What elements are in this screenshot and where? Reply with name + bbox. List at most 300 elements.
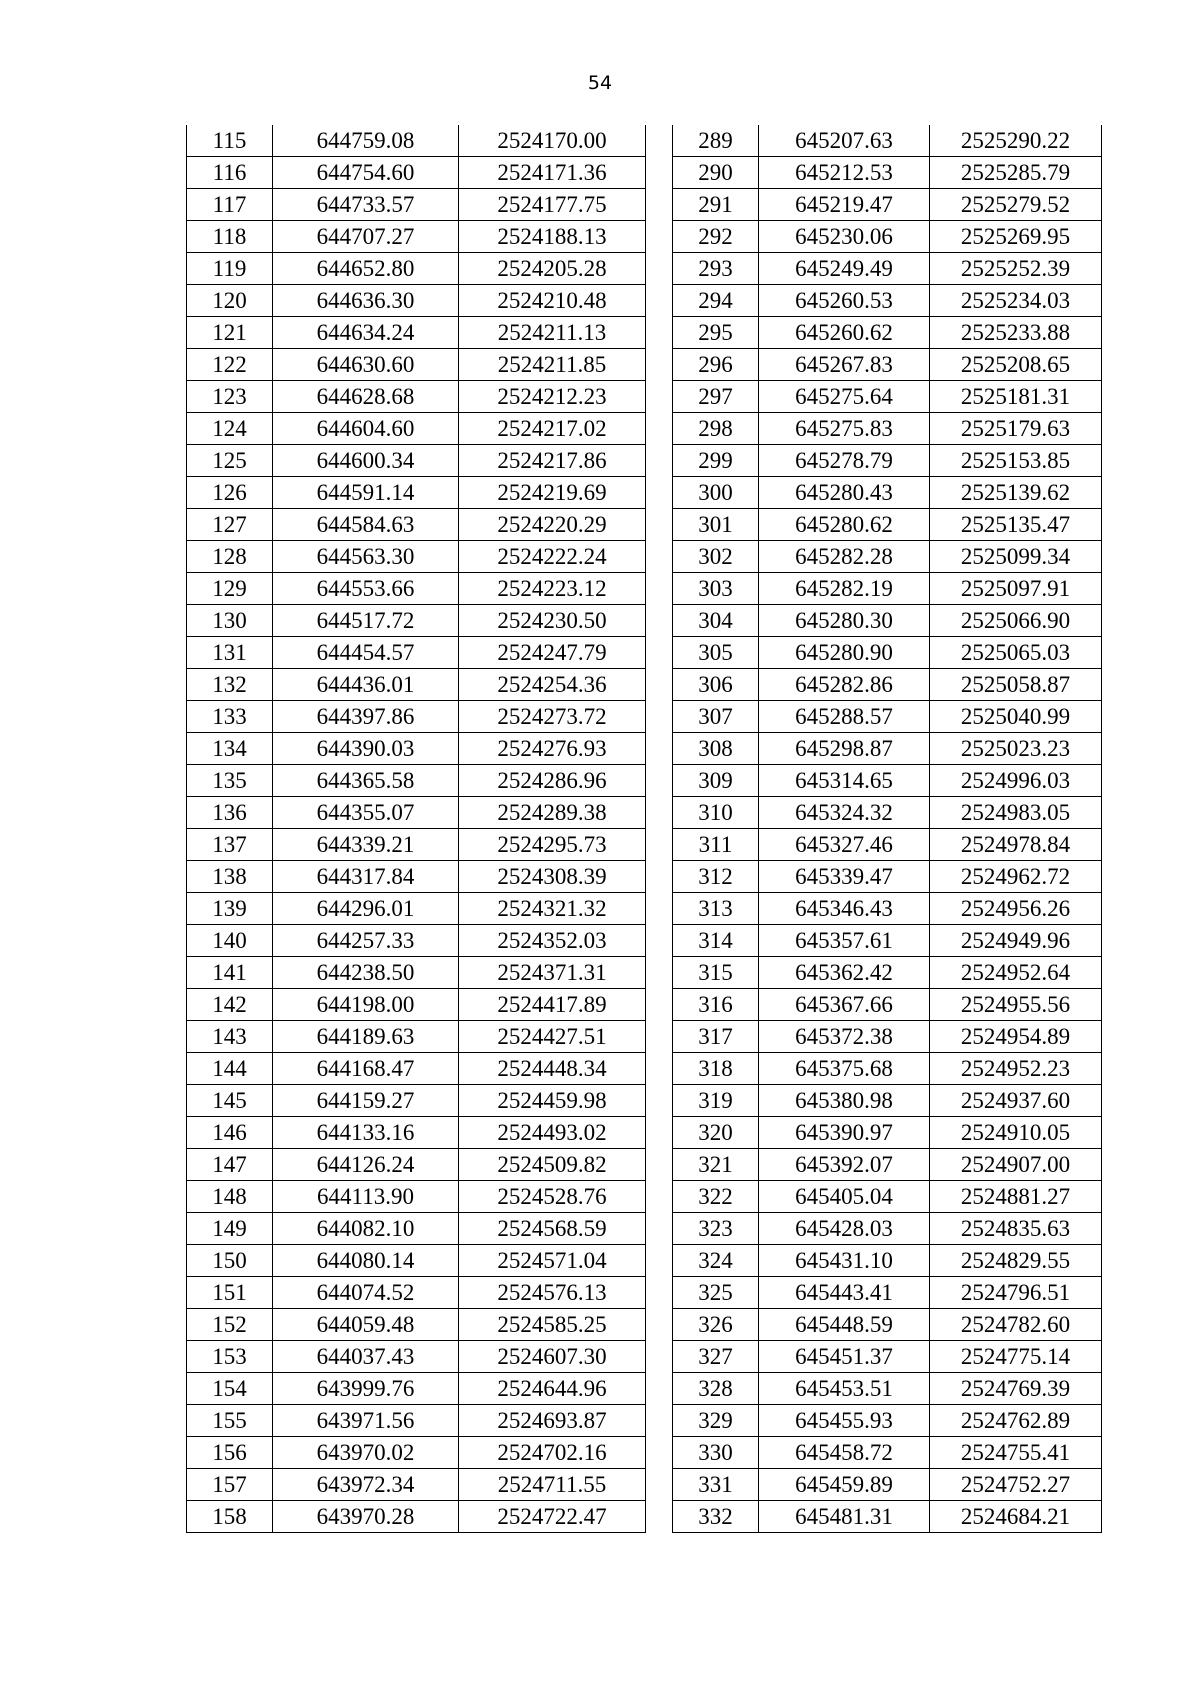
- point-id-cell: 299: [673, 445, 759, 477]
- table-row: [187, 477, 646, 509]
- y-coordinate-cell: 2525066.90: [930, 605, 1102, 637]
- x-coordinate-cell: 644082.10: [273, 1213, 459, 1245]
- point-id-cell: 319: [673, 1085, 759, 1117]
- table-row: [187, 733, 646, 765]
- point-id-cell: 291: [673, 189, 759, 221]
- x-coordinate-cell: 645451.37: [759, 1341, 930, 1373]
- point-id-cell: 317: [673, 1021, 759, 1053]
- x-coordinate-cell: 645431.10: [759, 1245, 930, 1277]
- y-coordinate-cell: 2524230.50: [459, 605, 646, 637]
- table-row: [673, 221, 1102, 253]
- x-coordinate-cell: 645207.63: [759, 125, 930, 157]
- y-coordinate-cell: 2525181.31: [930, 381, 1102, 413]
- table-row: [673, 1469, 1102, 1501]
- point-id-cell: 137: [187, 829, 273, 861]
- y-coordinate-cell: 2525097.91: [930, 573, 1102, 605]
- table-row: [673, 1149, 1102, 1181]
- x-coordinate-cell: 645314.65: [759, 765, 930, 797]
- point-id-cell: 145: [187, 1085, 273, 1117]
- x-coordinate-cell: 644733.57: [273, 189, 459, 221]
- point-id-cell: 302: [673, 541, 759, 573]
- y-coordinate-cell: 2524835.63: [930, 1213, 1102, 1245]
- point-id-cell: 156: [187, 1437, 273, 1469]
- x-coordinate-cell: 644652.80: [273, 253, 459, 285]
- y-coordinate-cell: 2524171.36: [459, 157, 646, 189]
- point-id-cell: 126: [187, 477, 273, 509]
- table-row: [673, 1053, 1102, 1085]
- x-coordinate-cell: 645288.57: [759, 701, 930, 733]
- y-coordinate-cell: 2525233.88: [930, 317, 1102, 349]
- table-row: [673, 541, 1102, 573]
- x-coordinate-cell: 644759.08: [273, 125, 459, 157]
- x-coordinate-cell: 645280.43: [759, 477, 930, 509]
- table-row: [673, 157, 1102, 189]
- y-coordinate-cell: 2524308.39: [459, 861, 646, 893]
- y-coordinate-cell: 2524188.13: [459, 221, 646, 253]
- point-id-cell: 129: [187, 573, 273, 605]
- x-coordinate-cell: 644189.63: [273, 1021, 459, 1053]
- y-coordinate-cell: 2524576.13: [459, 1277, 646, 1309]
- x-coordinate-cell: 645327.46: [759, 829, 930, 861]
- table-row: [673, 669, 1102, 701]
- x-coordinate-cell: 645362.42: [759, 957, 930, 989]
- x-coordinate-cell: 644390.03: [273, 733, 459, 765]
- y-coordinate-cell: 2524907.00: [930, 1149, 1102, 1181]
- x-coordinate-cell: 644628.68: [273, 381, 459, 413]
- y-coordinate-cell: 2525040.99: [930, 701, 1102, 733]
- point-id-cell: 296: [673, 349, 759, 381]
- x-coordinate-cell: 645380.98: [759, 1085, 930, 1117]
- point-id-cell: 140: [187, 925, 273, 957]
- table-row: [187, 765, 646, 797]
- x-coordinate-cell: 644238.50: [273, 957, 459, 989]
- x-coordinate-cell: 645392.07: [759, 1149, 930, 1181]
- table-row: [187, 1469, 646, 1501]
- y-coordinate-cell: 2524211.13: [459, 317, 646, 349]
- table-row: [673, 445, 1102, 477]
- x-coordinate-cell: 644355.07: [273, 797, 459, 829]
- y-coordinate-cell: 2524983.05: [930, 797, 1102, 829]
- x-coordinate-cell: 645453.51: [759, 1373, 930, 1405]
- point-id-cell: 123: [187, 381, 273, 413]
- point-id-cell: 133: [187, 701, 273, 733]
- y-coordinate-cell: 2524585.25: [459, 1309, 646, 1341]
- y-coordinate-cell: 2524769.39: [930, 1373, 1102, 1405]
- table-row: [187, 1117, 646, 1149]
- x-coordinate-cell: 645260.53: [759, 285, 930, 317]
- point-id-cell: 321: [673, 1149, 759, 1181]
- point-id-cell: 303: [673, 573, 759, 605]
- coordinate-table-left-body: [187, 125, 646, 1533]
- point-id-cell: 327: [673, 1341, 759, 1373]
- coordinate-table-right-body: [673, 125, 1102, 1533]
- y-coordinate-cell: 2524509.82: [459, 1149, 646, 1181]
- point-id-cell: 300: [673, 477, 759, 509]
- point-id-cell: 329: [673, 1405, 759, 1437]
- x-coordinate-cell: 644707.27: [273, 221, 459, 253]
- point-id-cell: 290: [673, 157, 759, 189]
- y-coordinate-cell: 2524956.26: [930, 893, 1102, 925]
- x-coordinate-cell: 645375.68: [759, 1053, 930, 1085]
- y-coordinate-cell: 2524996.03: [930, 765, 1102, 797]
- table-row: [673, 285, 1102, 317]
- x-coordinate-cell: 644591.14: [273, 477, 459, 509]
- point-id-cell: 130: [187, 605, 273, 637]
- point-id-cell: 294: [673, 285, 759, 317]
- table-row: [187, 413, 646, 445]
- y-coordinate-cell: 2524607.30: [459, 1341, 646, 1373]
- coordinate-table-right: [672, 125, 1102, 1533]
- point-id-cell: 149: [187, 1213, 273, 1245]
- y-coordinate-cell: 2524962.72: [930, 861, 1102, 893]
- table-row: [673, 829, 1102, 861]
- x-coordinate-cell: 643999.76: [273, 1373, 459, 1405]
- point-id-cell: 125: [187, 445, 273, 477]
- point-id-cell: 320: [673, 1117, 759, 1149]
- point-id-cell: 309: [673, 765, 759, 797]
- page-number: 54: [587, 72, 613, 94]
- y-coordinate-cell: 2524722.47: [459, 1501, 646, 1533]
- table-row: [673, 957, 1102, 989]
- y-coordinate-cell: 2524493.02: [459, 1117, 646, 1149]
- y-coordinate-cell: 2525279.52: [930, 189, 1102, 221]
- point-id-cell: 121: [187, 317, 273, 349]
- table-row: [187, 381, 646, 413]
- x-coordinate-cell: 644133.16: [273, 1117, 459, 1149]
- y-coordinate-cell: 2524693.87: [459, 1405, 646, 1437]
- x-coordinate-cell: 644553.66: [273, 573, 459, 605]
- table-row: [673, 1405, 1102, 1437]
- y-coordinate-cell: 2524954.89: [930, 1021, 1102, 1053]
- point-id-cell: 304: [673, 605, 759, 637]
- x-coordinate-cell: 645455.93: [759, 1405, 930, 1437]
- table-row: [187, 701, 646, 733]
- table-row: [187, 1341, 646, 1373]
- point-id-cell: 127: [187, 509, 273, 541]
- table-row: [673, 1213, 1102, 1245]
- x-coordinate-cell: 644630.60: [273, 349, 459, 381]
- y-coordinate-cell: 2524217.02: [459, 413, 646, 445]
- table-row: [673, 189, 1102, 221]
- point-id-cell: 116: [187, 157, 273, 189]
- table-row: [187, 1405, 646, 1437]
- table-row: [187, 541, 646, 573]
- x-coordinate-cell: 645372.38: [759, 1021, 930, 1053]
- y-coordinate-cell: 2524937.60: [930, 1085, 1102, 1117]
- table-row: [187, 893, 646, 925]
- x-coordinate-cell: 644113.90: [273, 1181, 459, 1213]
- point-id-cell: 150: [187, 1245, 273, 1277]
- table-row: [187, 349, 646, 381]
- point-id-cell: 132: [187, 669, 273, 701]
- x-coordinate-cell: 645282.28: [759, 541, 930, 573]
- table-row: [673, 1245, 1102, 1277]
- x-coordinate-cell: 644126.24: [273, 1149, 459, 1181]
- table-row: [673, 733, 1102, 765]
- point-id-cell: 330: [673, 1437, 759, 1469]
- point-id-cell: 157: [187, 1469, 273, 1501]
- point-id-cell: 119: [187, 253, 273, 285]
- y-coordinate-cell: 2524371.31: [459, 957, 646, 989]
- x-coordinate-cell: 645230.06: [759, 221, 930, 253]
- point-id-cell: 117: [187, 189, 273, 221]
- table-row: [673, 253, 1102, 285]
- point-id-cell: 308: [673, 733, 759, 765]
- x-coordinate-cell: 645275.64: [759, 381, 930, 413]
- y-coordinate-cell: 2524427.51: [459, 1021, 646, 1053]
- x-coordinate-cell: 645458.72: [759, 1437, 930, 1469]
- x-coordinate-cell: 645267.83: [759, 349, 930, 381]
- x-coordinate-cell: 644080.14: [273, 1245, 459, 1277]
- y-coordinate-cell: 2524254.36: [459, 669, 646, 701]
- x-coordinate-cell: 645367.66: [759, 989, 930, 1021]
- y-coordinate-cell: 2524949.96: [930, 925, 1102, 957]
- point-id-cell: 323: [673, 1213, 759, 1245]
- table-row: [187, 1501, 646, 1533]
- table-row: [187, 637, 646, 669]
- table-row: [673, 925, 1102, 957]
- y-coordinate-cell: 2524752.27: [930, 1469, 1102, 1501]
- point-id-cell: 143: [187, 1021, 273, 1053]
- y-coordinate-cell: 2524205.28: [459, 253, 646, 285]
- x-coordinate-cell: 644634.24: [273, 317, 459, 349]
- point-id-cell: 328: [673, 1373, 759, 1405]
- table-row: [673, 125, 1102, 157]
- point-id-cell: 310: [673, 797, 759, 829]
- y-coordinate-cell: 2524223.12: [459, 573, 646, 605]
- x-coordinate-cell: 645298.87: [759, 733, 930, 765]
- table-row: [673, 1181, 1102, 1213]
- point-id-cell: 293: [673, 253, 759, 285]
- y-coordinate-cell: 2524684.21: [930, 1501, 1102, 1533]
- point-id-cell: 154: [187, 1373, 273, 1405]
- table-row: [673, 349, 1102, 381]
- x-coordinate-cell: 645346.43: [759, 893, 930, 925]
- table-row: [673, 605, 1102, 637]
- y-coordinate-cell: 2524289.38: [459, 797, 646, 829]
- y-coordinate-cell: 2524782.60: [930, 1309, 1102, 1341]
- table-row: [187, 221, 646, 253]
- y-coordinate-cell: 2524219.69: [459, 477, 646, 509]
- table-row: [187, 1149, 646, 1181]
- x-coordinate-cell: 645280.30: [759, 605, 930, 637]
- table-row: [187, 1309, 646, 1341]
- x-coordinate-cell: 644257.33: [273, 925, 459, 957]
- table-row: [673, 381, 1102, 413]
- x-coordinate-cell: 644600.34: [273, 445, 459, 477]
- coordinate-table-left: [186, 125, 646, 1533]
- x-coordinate-cell: 645448.59: [759, 1309, 930, 1341]
- x-coordinate-cell: 643972.34: [273, 1469, 459, 1501]
- y-coordinate-cell: 2524528.76: [459, 1181, 646, 1213]
- table-row: [673, 989, 1102, 1021]
- point-id-cell: 153: [187, 1341, 273, 1373]
- y-coordinate-cell: 2524273.72: [459, 701, 646, 733]
- point-id-cell: 128: [187, 541, 273, 573]
- table-row: [187, 669, 646, 701]
- x-coordinate-cell: 644604.60: [273, 413, 459, 445]
- point-id-cell: 155: [187, 1405, 273, 1437]
- x-coordinate-cell: 645260.62: [759, 317, 930, 349]
- point-id-cell: 146: [187, 1117, 273, 1149]
- table-row: [673, 413, 1102, 445]
- x-coordinate-cell: 645339.47: [759, 861, 930, 893]
- y-coordinate-cell: 2525285.79: [930, 157, 1102, 189]
- y-coordinate-cell: 2524276.93: [459, 733, 646, 765]
- y-coordinate-cell: 2524210.48: [459, 285, 646, 317]
- table-row: [673, 317, 1102, 349]
- x-coordinate-cell: 644159.27: [273, 1085, 459, 1117]
- table-row: [187, 1277, 646, 1309]
- table-row: [673, 1373, 1102, 1405]
- x-coordinate-cell: 645405.04: [759, 1181, 930, 1213]
- x-coordinate-cell: 645275.83: [759, 413, 930, 445]
- point-id-cell: 158: [187, 1501, 273, 1533]
- point-id-cell: 331: [673, 1469, 759, 1501]
- point-id-cell: 297: [673, 381, 759, 413]
- point-id-cell: 315: [673, 957, 759, 989]
- table-row: [673, 477, 1102, 509]
- y-coordinate-cell: 2525290.22: [930, 125, 1102, 157]
- y-coordinate-cell: 2524952.23: [930, 1053, 1102, 1085]
- table-row: [187, 1245, 646, 1277]
- table-row: [187, 861, 646, 893]
- x-coordinate-cell: 644074.52: [273, 1277, 459, 1309]
- y-coordinate-cell: 2524222.24: [459, 541, 646, 573]
- point-id-cell: 152: [187, 1309, 273, 1341]
- point-id-cell: 324: [673, 1245, 759, 1277]
- x-coordinate-cell: 644636.30: [273, 285, 459, 317]
- table-row: [187, 1373, 646, 1405]
- y-coordinate-cell: 2525153.85: [930, 445, 1102, 477]
- table-row: [673, 797, 1102, 829]
- point-id-cell: 151: [187, 1277, 273, 1309]
- table-row: [673, 1021, 1102, 1053]
- table-row: [187, 189, 646, 221]
- table-row: [187, 253, 646, 285]
- table-row: [187, 957, 646, 989]
- x-coordinate-cell: 645249.49: [759, 253, 930, 285]
- y-coordinate-cell: 2524978.84: [930, 829, 1102, 861]
- y-coordinate-cell: 2524217.86: [459, 445, 646, 477]
- y-coordinate-cell: 2524352.03: [459, 925, 646, 957]
- x-coordinate-cell: 644563.30: [273, 541, 459, 573]
- x-coordinate-cell: 645278.79: [759, 445, 930, 477]
- point-id-cell: 295: [673, 317, 759, 349]
- point-id-cell: 124: [187, 413, 273, 445]
- table-row: [187, 797, 646, 829]
- table-row: [187, 125, 646, 157]
- point-id-cell: 120: [187, 285, 273, 317]
- table-row: [187, 989, 646, 1021]
- y-coordinate-cell: 2524571.04: [459, 1245, 646, 1277]
- x-coordinate-cell: 645324.32: [759, 797, 930, 829]
- point-id-cell: 115: [187, 125, 273, 157]
- x-coordinate-cell: 645481.31: [759, 1501, 930, 1533]
- point-id-cell: 141: [187, 957, 273, 989]
- x-coordinate-cell: 643970.28: [273, 1501, 459, 1533]
- y-coordinate-cell: 2524762.89: [930, 1405, 1102, 1437]
- y-coordinate-cell: 2524170.00: [459, 125, 646, 157]
- point-id-cell: 136: [187, 797, 273, 829]
- y-coordinate-cell: 2525023.23: [930, 733, 1102, 765]
- y-coordinate-cell: 2524417.89: [459, 989, 646, 1021]
- y-coordinate-cell: 2524247.79: [459, 637, 646, 669]
- point-id-cell: 135: [187, 765, 273, 797]
- y-coordinate-cell: 2524702.16: [459, 1437, 646, 1469]
- x-coordinate-cell: 644198.00: [273, 989, 459, 1021]
- y-coordinate-cell: 2525099.34: [930, 541, 1102, 573]
- point-id-cell: 332: [673, 1501, 759, 1533]
- point-id-cell: 134: [187, 733, 273, 765]
- y-coordinate-cell: 2525058.87: [930, 669, 1102, 701]
- x-coordinate-cell: 644168.47: [273, 1053, 459, 1085]
- x-coordinate-cell: 645282.19: [759, 573, 930, 605]
- point-id-cell: 122: [187, 349, 273, 381]
- point-id-cell: 313: [673, 893, 759, 925]
- table-row: [673, 573, 1102, 605]
- point-id-cell: 142: [187, 989, 273, 1021]
- table-row: [187, 925, 646, 957]
- point-id-cell: 131: [187, 637, 273, 669]
- table-row: [187, 1213, 646, 1245]
- y-coordinate-cell: 2524644.96: [459, 1373, 646, 1405]
- x-coordinate-cell: 644754.60: [273, 157, 459, 189]
- x-coordinate-cell: 644037.43: [273, 1341, 459, 1373]
- table-row: [673, 1341, 1102, 1373]
- x-coordinate-cell: 644059.48: [273, 1309, 459, 1341]
- x-coordinate-cell: 645280.62: [759, 509, 930, 541]
- x-coordinate-cell: 645280.90: [759, 637, 930, 669]
- x-coordinate-cell: 645459.89: [759, 1469, 930, 1501]
- x-coordinate-cell: 645282.86: [759, 669, 930, 701]
- y-coordinate-cell: 2524755.41: [930, 1437, 1102, 1469]
- table-row: [673, 1117, 1102, 1149]
- x-coordinate-cell: 644317.84: [273, 861, 459, 893]
- y-coordinate-cell: 2524829.55: [930, 1245, 1102, 1277]
- x-coordinate-cell: 645212.53: [759, 157, 930, 189]
- y-coordinate-cell: 2524910.05: [930, 1117, 1102, 1149]
- table-row: [187, 285, 646, 317]
- y-coordinate-cell: 2524952.64: [930, 957, 1102, 989]
- x-coordinate-cell: 644365.58: [273, 765, 459, 797]
- table-row: [673, 765, 1102, 797]
- x-coordinate-cell: 644436.01: [273, 669, 459, 701]
- table-row: [673, 893, 1102, 925]
- x-coordinate-cell: 645428.03: [759, 1213, 930, 1245]
- x-coordinate-cell: 645219.47: [759, 189, 930, 221]
- x-coordinate-cell: 644339.21: [273, 829, 459, 861]
- point-id-cell: 312: [673, 861, 759, 893]
- point-id-cell: 305: [673, 637, 759, 669]
- point-id-cell: 307: [673, 701, 759, 733]
- y-coordinate-cell: 2524295.73: [459, 829, 646, 861]
- y-coordinate-cell: 2524448.34: [459, 1053, 646, 1085]
- point-id-cell: 139: [187, 893, 273, 925]
- y-coordinate-cell: 2524177.75: [459, 189, 646, 221]
- table-row: [187, 605, 646, 637]
- y-coordinate-cell: 2524796.51: [930, 1277, 1102, 1309]
- y-coordinate-cell: 2524775.14: [930, 1341, 1102, 1373]
- y-coordinate-cell: 2524211.85: [459, 349, 646, 381]
- y-coordinate-cell: 2524711.55: [459, 1469, 646, 1501]
- table-row: [673, 861, 1102, 893]
- y-coordinate-cell: 2524955.56: [930, 989, 1102, 1021]
- point-id-cell: 311: [673, 829, 759, 861]
- y-coordinate-cell: 2524459.98: [459, 1085, 646, 1117]
- point-id-cell: 318: [673, 1053, 759, 1085]
- table-row: [187, 1085, 646, 1117]
